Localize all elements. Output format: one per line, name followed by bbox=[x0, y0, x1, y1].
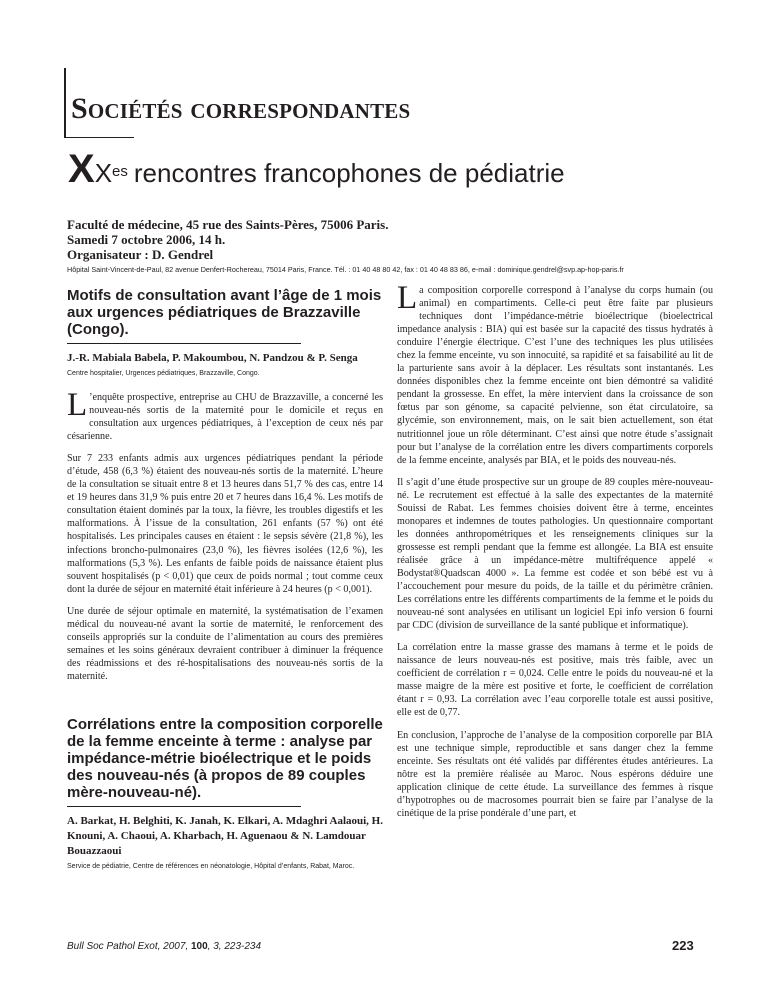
article-1-paragraph-2: Sur 7 233 enfants admis aux urgences pédiatriques pendant la période d’étude, 458 (6,3 %) étaient des nouveau-nés sortis de la maternité. L’heure de la consultation se situait entre 8 et 13 heures dans 51,7 % des cas, entre 14 et 19 heures dans 31,9 % puis entre 20 et 7 heures dans 16,4 %. Les motifs de consultation étaient dominés par la toux, la fièvre, les troubles digestifs et les malformations. À l’issue de la consultation, 261 enfants (57 %) ont été hospitalisés. Les principales causes en étaient : le sepsis sévère (21,8 %), les infections broncho-pulmonaires (23,0 %), les fièvres isolées (12,6 %), les malformations (5,3 %). Les enfants de faible poids de naissance étaient plus souvent hospitalisés (p < 0,01) que ceux de poids normal ; tout comme ceux dont la durée de séjour en maternité était inférieure à 24 heures (p < 0,001). bbox=[67, 453, 383, 595]
article-2-title-rule bbox=[67, 806, 301, 807]
meeting-venue: Faculté de médecine, 45 rue des Saints-Pères, 75006 Paris. bbox=[67, 217, 389, 232]
section-title: Sociétés correspondantes bbox=[71, 92, 411, 125]
organizer-address: Hôpital Saint-Vincent-de-Paul, 82 avenue Denfert-Rochereau, 75014 Paris, France. Tél. : 01 40 48 80 42, fax : 01 40 48 83 86, e-mail : dominique.gendrel@svp.ap-hop-paris.fr bbox=[67, 265, 624, 274]
meeting-title-text: rencontres francophones de pédiatrie bbox=[133, 158, 565, 188]
footer-year: , 2007, bbox=[157, 941, 191, 952]
article-2-header bbox=[67, 716, 383, 872]
article-1-drop-cap: L bbox=[67, 387, 88, 423]
article-2-paragraph-4: En conclusion, l’approche de l’analyse de la composition corporelle par BIA est une technique simple, reproductible et sans danger chez la femme enceinte. Ses résultats ont été validés par différentes études antérieures. La nôtre est la première réalisée au Maroc. Nous espérons déduire une application clinique de cette étude. La surveillance des femmes à risque d’hypotrophes ou de macrosomes pourrait bien se faire par l’analyse de la cinétique de la prise pondérale d’une part, et bbox=[397, 729, 713, 819]
footer-citation bbox=[67, 941, 261, 952]
article-1-authors: J.-R. Mabiala Babela, P. Makoumbou, N. Pandzou & P. Senga bbox=[67, 352, 358, 364]
article-1 bbox=[67, 287, 383, 683]
footer-issue-pages: , 3, 223-234 bbox=[207, 941, 262, 952]
article-2-drop-cap: L bbox=[397, 280, 418, 316]
meeting-organizer: Organisateur : D. Gendrel bbox=[67, 247, 214, 262]
meeting-date: Samedi 7 octobre 2006, 14 h. bbox=[67, 232, 226, 247]
article-1-paragraph-1: L ’enquête prospective, entreprise au CHU de Brazzaville, a concerné les nouveau-nés sortis de la maternité pour le domicile et reçus en consultation aux urgences pédiatriques, à l’exception de ceux nés par césarienne. bbox=[67, 387, 383, 443]
article-1-paragraph-3: Une durée de séjour optimale en maternité, la systématisation de l’examen médical du nouveau-né avant la sortie de maternité, le renforcement des conseils appropriés sur la conduite de l’alimentation au cours des premières semaines et les soins généraux devraient contribuer à diminuer la fréquence des réadmissions et des ré-hospitalisations des nouveau-nés sortis de la maternité. bbox=[67, 605, 383, 682]
meeting-small-x: X bbox=[94, 158, 113, 188]
corner-rule-vertical bbox=[64, 68, 66, 138]
meeting-superscript: es bbox=[112, 162, 128, 180]
article-2-paragraph-1: La composition corporelle correspond à l’analyse du corps humain (ou animal) en compartiments. Celle-ci peut être faite par plusieurs techniques dont l’impédance-métrie bioélectrique (bioelectrical impedance analysis : BIA) qui est basée sur la capacité des tissus hydratés à conduire l’énergie électrique. C’est l’une des techniques les plus utilisées chez la femme enceinte, vu son innocuité, sa rapidité et sa faisabilité au lit de la parturiente sans avoir à la déplacer. Les résultats sont instantanés. Les données disponibles chez la femme enceinte ont bien démontré sa validité pendant la grossesse. En effet, la mère intervient dans la croissance de son fœtus par son génome, sa capacité pelvienne, son état circulatoire, sa glycémie, son environnement, mais, on le sait bien actuellement, son état nutritionnel joue un rôle déterminant. C’est ainsi que notre étude s’assignait pour but l’analyse de la corrélation entre les divers compartiments corporels de la femme enceinte, analysés par BIA, et le poids des nouveau-nés. bbox=[397, 280, 713, 466]
left-column bbox=[67, 287, 383, 872]
meeting-big-x: X bbox=[68, 147, 95, 191]
page-number: 223 bbox=[672, 938, 694, 953]
meeting-title bbox=[68, 149, 565, 189]
article-1-title-rule bbox=[67, 343, 301, 344]
article-2-affiliation: Service de pédiatrie, Centre de références en néonatologie, Hôpital d’enfants, Rabat, Maroc. bbox=[67, 862, 355, 870]
article-1-title: Motifs de consultation avant l’âge de 1 mois aux urgences pédiatriques de Brazzaville (Congo). bbox=[67, 287, 382, 338]
right-column bbox=[397, 280, 713, 820]
article-2-paragraph-3: La corrélation entre la masse grasse des mamans à terme et le poids de naissance de leurs nouveau-nés est positive, mais très faible, avec un coefficient de corrélation r = 0,024. Celle entre le poids du nouveau-né et la masse maigre de la mère est positive et forte, le coefficient de corrélation étant r = 0,93. La corrélation avec l’eau corporelle totale est aussi positive, elle est de 0,77. bbox=[397, 642, 713, 719]
meeting-info bbox=[67, 217, 717, 275]
article-2-paragraph-2: Il s’agit d’une étude prospective sur un groupe de 89 couples mère-nouveau-né. Le recrutement est effectué à la salle des expectantes de la maternité Souissi de Rabat. Les femmes choisies doivent être à terme, enceintes monopares et indemnes de toutes pathologies. Un questionnaire comportant les données anthropométriques et les renseignements cliniques sur la grossesse est rempli pendant que la femme est allongée. La BIA est ensuite réalisée grâce à un impédance-mètre multifréquence appelé « Bodystat®Quadscan 4000 ». La femme est codée et son bébé est vu à l’accouchement pour mesure du poids, de la taille et du périmètre crânien. Les corrélations entre les différents compartiments de la femme et le poids du nouveau-né sont analysées en utilisant un logiciel Epi info version 6 fourni par CDC (division de surveillance de la santé publique et informatique). bbox=[397, 476, 713, 632]
article-2-authors: A. Barkat, H. Belghiti, K. Janah, K. Elkari, A. Mdaghri Aalaoui, H. Knouni, A. Chaoui, A. Kharbach, H. Aguenaou & N. Lamdouar Bouazzaoui bbox=[67, 814, 383, 857]
footer-journal-name: Bull Soc Pathol Exot bbox=[67, 941, 158, 952]
article-2-title: Corrélations entre la composition corporelle de la femme enceinte à terme : analyse par impédance-métrie bioélectrique et le poids des nouveau-nés (à propos de 89 couples mère-nouveau-né). bbox=[67, 715, 383, 801]
corner-rule-horizontal bbox=[64, 137, 134, 138]
article-1-affiliation: Centre hospitalier, Urgences pédiatriques, Brazzaville, Congo. bbox=[67, 370, 260, 377]
footer-volume: 100 bbox=[190, 941, 208, 952]
